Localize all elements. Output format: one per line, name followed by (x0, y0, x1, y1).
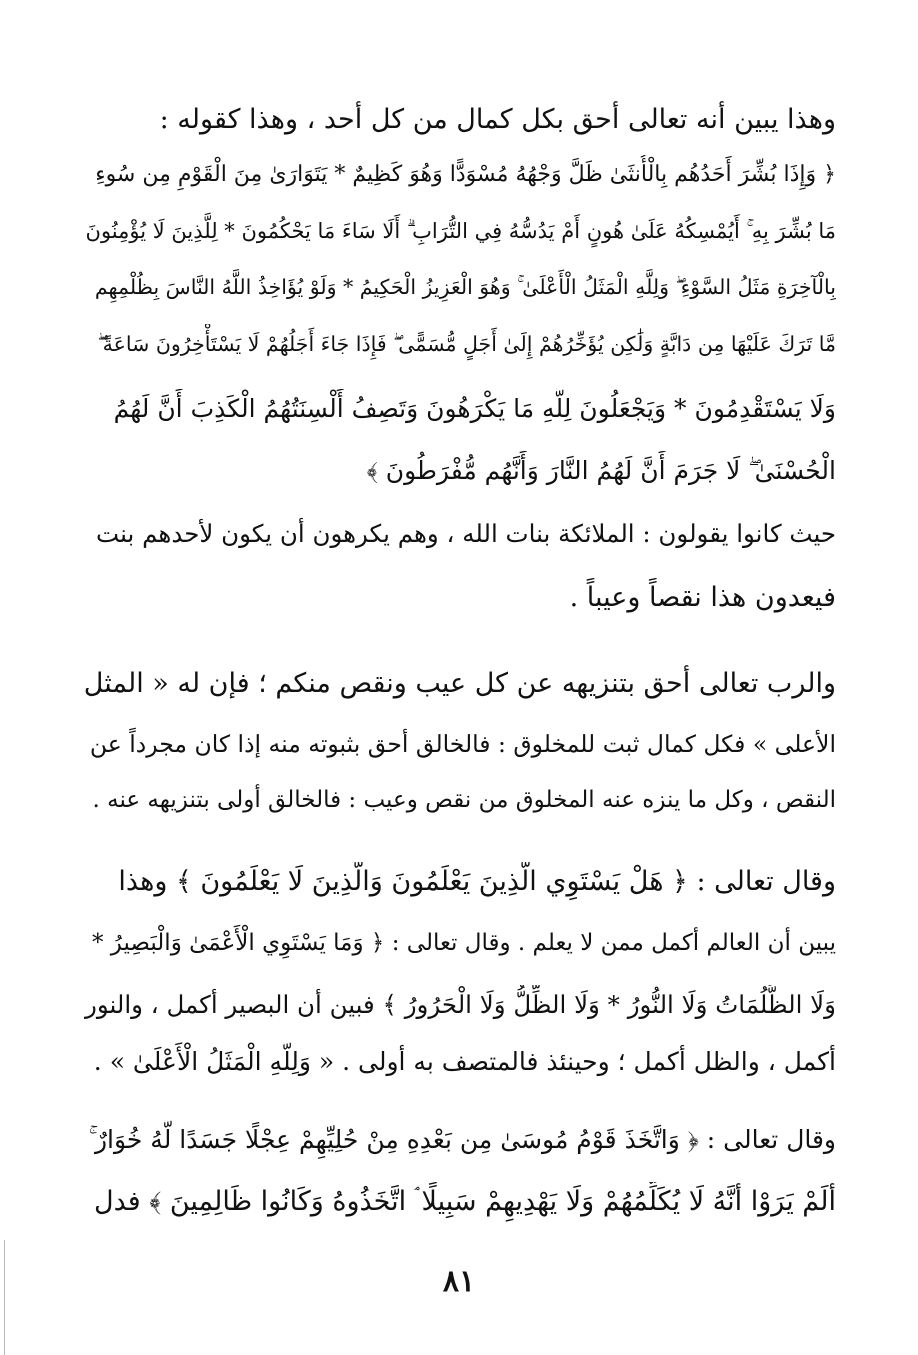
text-line-5: الأعلى » فكل كمال ثبت للمخلوق : فالخالق أحق بثبوته منه إذا كان مجرداً عن (89, 730, 836, 758)
text-line-10: أكمل ، والظل أكمل ؛ وحينئذ فالمتصف به أولى . « وَلِلَّهِ الْمَثَلُ الْأَعْلَىٰ » . (93, 1047, 836, 1076)
text-line-12: أَلَمْ يَرَوْا أَنَّهُ لَا يُكَلِّمُهُمْ وَلَا يَهْدِيهِمْ سَبِيلًا ۘ اتَّخَذُوهُ وَكَانُوا ظَالِمِينَ ﴾ فدل (94, 1186, 836, 1217)
text-line-1: وهذا يبين أنه تعالى أحق بكل كمال من كل أحد ، وهذا كقوله : (159, 104, 836, 135)
quran-line-6: الْحُسْنَىٰ ۖ لَا جَرَمَ أَنَّ لَهُمُ النَّارَ وَأَنَّهُم مُّفْرَطُونَ ﴾ (366, 456, 836, 485)
text-line-4: والرب تعالى أحق بتنزيهه عن كل عيب ونقص منكم ؛ فإن له « المثل (84, 668, 836, 699)
quran-line-1: ﴿ وَإِذَا بُشِّرَ أَحَدُهُم بِالْأُنثَىٰ ظَلَّ وَجْهُهُ مُسْوَدًّا وَهُوَ كَظِيمٌ * يَتَوَارَىٰ مِنَ الْقَوْمِ مِن سُوءِ (95, 162, 836, 187)
quran-line-2: مَا بُشِّرَ بِهِ ۚ أَيُمْسِكُهُ عَلَىٰ هُونٍ أَمْ يَدُسُّهُ فِي التُّرَابِ ۗ أَلَا سَاءَ مَا يَحْكُمُونَ * لِلَّذِينَ لَا يُؤْمِنُونَ (85, 219, 836, 243)
page-number: ٨١ (442, 1264, 476, 1299)
page-edge-divider (4, 1240, 5, 1355)
text-line-9: وَلَا الظُّلُمَاتُ وَلَا النُّورُ * وَلَا الظِّلُّ وَلَا الْحَرُورُ ﴾ فبين أن البصير أكمل ، والنور (84, 990, 836, 1019)
quran-line-5: وَلَا يَسْتَقْدِمُونَ * وَيَجْعَلُونَ لِلَّهِ مَا يَكْرَهُونَ وَتَصِفُ أَلْسِنَتُهُمُ الْكَذِبَ أَنَّ لَهُمُ (113, 394, 836, 423)
quran-line-3: بِالْآخِرَةِ مَثَلُ السَّوْءِ ۖ وَلِلَّهِ الْمَثَلُ الْأَعْلَىٰ ۚ وَهُوَ الْعَزِيزُ الْحَكِيمُ * وَلَوْ يُؤَاخِذُ اللَّهُ النَّاسَ بِظُلْمِهِم (94, 275, 836, 299)
text-line-7: وقال تعالى : ﴿ هَلْ يَسْتَوِي الَّذِينَ يَعْلَمُونَ وَالَّذِينَ لَا يَعْلَمُونَ ﴾ وهذا (118, 866, 836, 897)
text-line-11: وقال تعالى : ﴿ وَاتَّخَذَ قَوْمُ مُوسَىٰ مِن بَعْدِهِ مِنْ حُلِيِّهِمْ عِجْلًا جَسَدًا لَّهُ خُوَارٌ ۚ (88, 1125, 836, 1154)
text-line-3: فيعدون هذا نقصاً وعيباً . (569, 582, 836, 613)
quran-line-4: مَّا تَرَكَ عَلَيْهَا مِن دَابَّةٍ وَلَٰكِن يُؤَخِّرُهُمْ إِلَىٰ أَجَلٍ مُّسَمًّى ۖ فَإِذَا جَاءَ أَجَلُهُمْ لَا يَسْتَأْخِرُونَ سَاعَةً ۖ (97, 332, 836, 356)
text-line-8: يبين أن العالم أكمل ممن لا يعلم . وقال تعالى : ﴿ وَمَا يَسْتَوِي الْأَعْمَىٰ وَالْبَصِيرُ * (91, 930, 836, 956)
text-line-2: حيث كانوا يقولون : الملائكة بنات الله ، وهم يكرهون أن يكون لأحدهم بنت (96, 519, 836, 548)
text-line-6: النقص ، وكل ما ينزه عنه المخلوق من نقص وعيب : فالخالق أولى بتنزيهه عنه . (92, 787, 836, 813)
